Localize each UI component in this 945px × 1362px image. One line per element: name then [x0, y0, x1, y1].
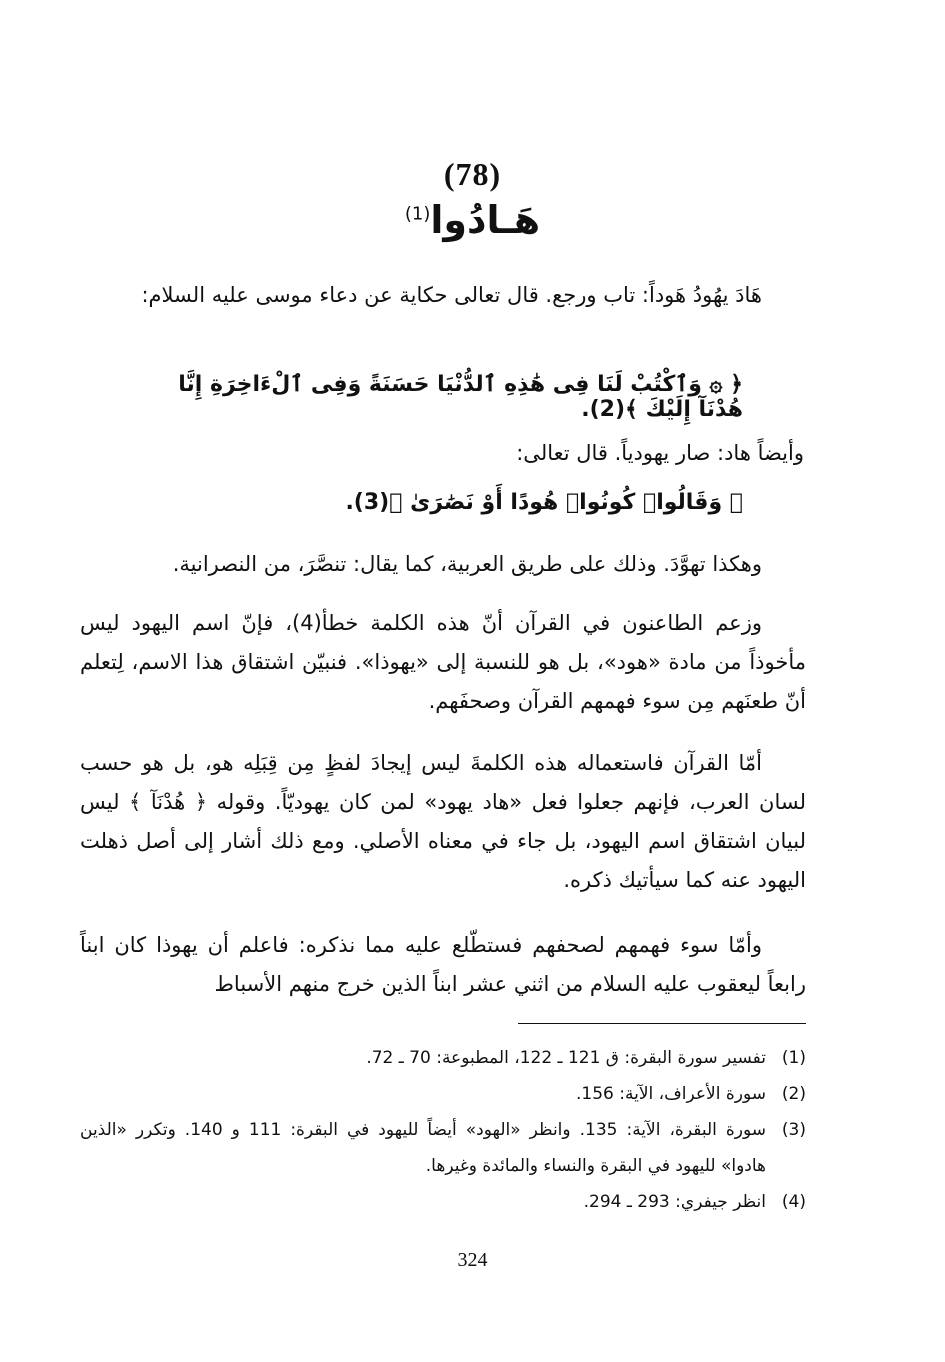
- title-footnote-ref: (1): [404, 203, 431, 225]
- paragraph-quran-usage: أمّا القرآن فاستعماله هذه الكلمةَ ليس إيجادَ لفظٍ مِن قِبَلِه هو، بل هو حسب لسان العرب، فإنهم جعلوا فعل «هاد يهود» لمن كان يهوديّاً. وقوله ﴿ هُدْنَآ ﴾ ليس لبيان اشتقاق اسم اليهود، بل جاء في معناه الأصلي. ومع ذلك أشار إلى أصل ذهلت اليهود عنه كما سيأتيك ذكره.: [80, 751, 806, 892]
- footnote-number: (4): [781, 1192, 806, 1212]
- footnote-number: (1): [781, 1048, 806, 1068]
- quran-verse-araf: ﴿ ۞ وَٱكْتُبْ لَنَا فِى هَٰذِهِ ٱلدُّنْيَا حَسَنَةً وَفِى ٱلْءَاخِرَةِ إِنَّا هُدْنَآ إِلَيْكَ ﴾(2).: [178, 372, 743, 422]
- footnote-text: سورة الأعراف، الآية: 156.: [576, 1084, 766, 1104]
- footnote-item: [80, 1076, 806, 1112]
- footnote-text: سورة البقرة، الآية: 135. وانظر «الهود» أيضاً لليهود في البقرة: 111 و 140. وتكرر «الذين هادوا» لليهود في البقرة والنساء والمائدة وغيرها.: [80, 1120, 766, 1176]
- footnote-divider: [518, 1023, 806, 1024]
- paragraph-tahawwada: وهكذا تهوَّدَ. وذلك على طريق العربية، كما يقال: تنصَّرَ، من النصرانية.: [172, 552, 762, 576]
- entry-title-word: هَـادُوا: [430, 198, 541, 242]
- footnotes-list: [80, 1040, 806, 1220]
- footnote-number: (3): [781, 1120, 806, 1140]
- footnote-text: انظر جيفري: 293 ـ 294.: [583, 1192, 766, 1212]
- footnote-text: تفسير سورة البقرة: ق 121 ـ 122، المطبوعة: 70 ـ 72.: [366, 1048, 766, 1068]
- paragraph-critics-claim: وزعم الطاعنون في القرآن أنّ هذه الكلمة خطأ(4)، فإنّ اسم اليهود ليس مأخوذاً من مادة «هود»، بل هو للنسبة إلى «يهوذا». فنبيّن اشتقاق هذا الاسم، لِتعلم أنّ طعنَهم مِن سوء فهمهم القرآن وصحفَهم.: [80, 611, 806, 713]
- quran-verse-baqara: ﴿ وَقَالُوا۟ كُونُوا۟ هُودًا أَوْ نَصَٰرَىٰ ﴾(3).: [345, 490, 743, 515]
- footnote-item: [80, 1184, 806, 1220]
- footnote-item: [80, 1112, 806, 1184]
- footnote-number: (2): [781, 1084, 806, 1104]
- entry-title: [0, 198, 945, 242]
- entry-number: (78): [443, 156, 502, 192]
- paragraph-yahudha: وأمّا سوء فهمهم لصحفهم فستطّلع عليه مما نذكره: فاعلم أن يهوذا كان ابناً رابعاً ليعقوب عليه السلام من اثني عشر ابناً الذين خرج منهم الأسباط: [80, 933, 806, 996]
- paragraph-definition: هَادَ يهُودُ هَوداً: تاب ورجع. قال تعالى حكاية عن دعاء موسى عليه السلام:: [141, 283, 762, 307]
- paragraph-second-meaning: وأيضاً هاد: صار يهودياً. قال تعالى:: [516, 441, 804, 465]
- footnote-item: [80, 1040, 806, 1076]
- page-number: 324: [457, 1249, 488, 1271]
